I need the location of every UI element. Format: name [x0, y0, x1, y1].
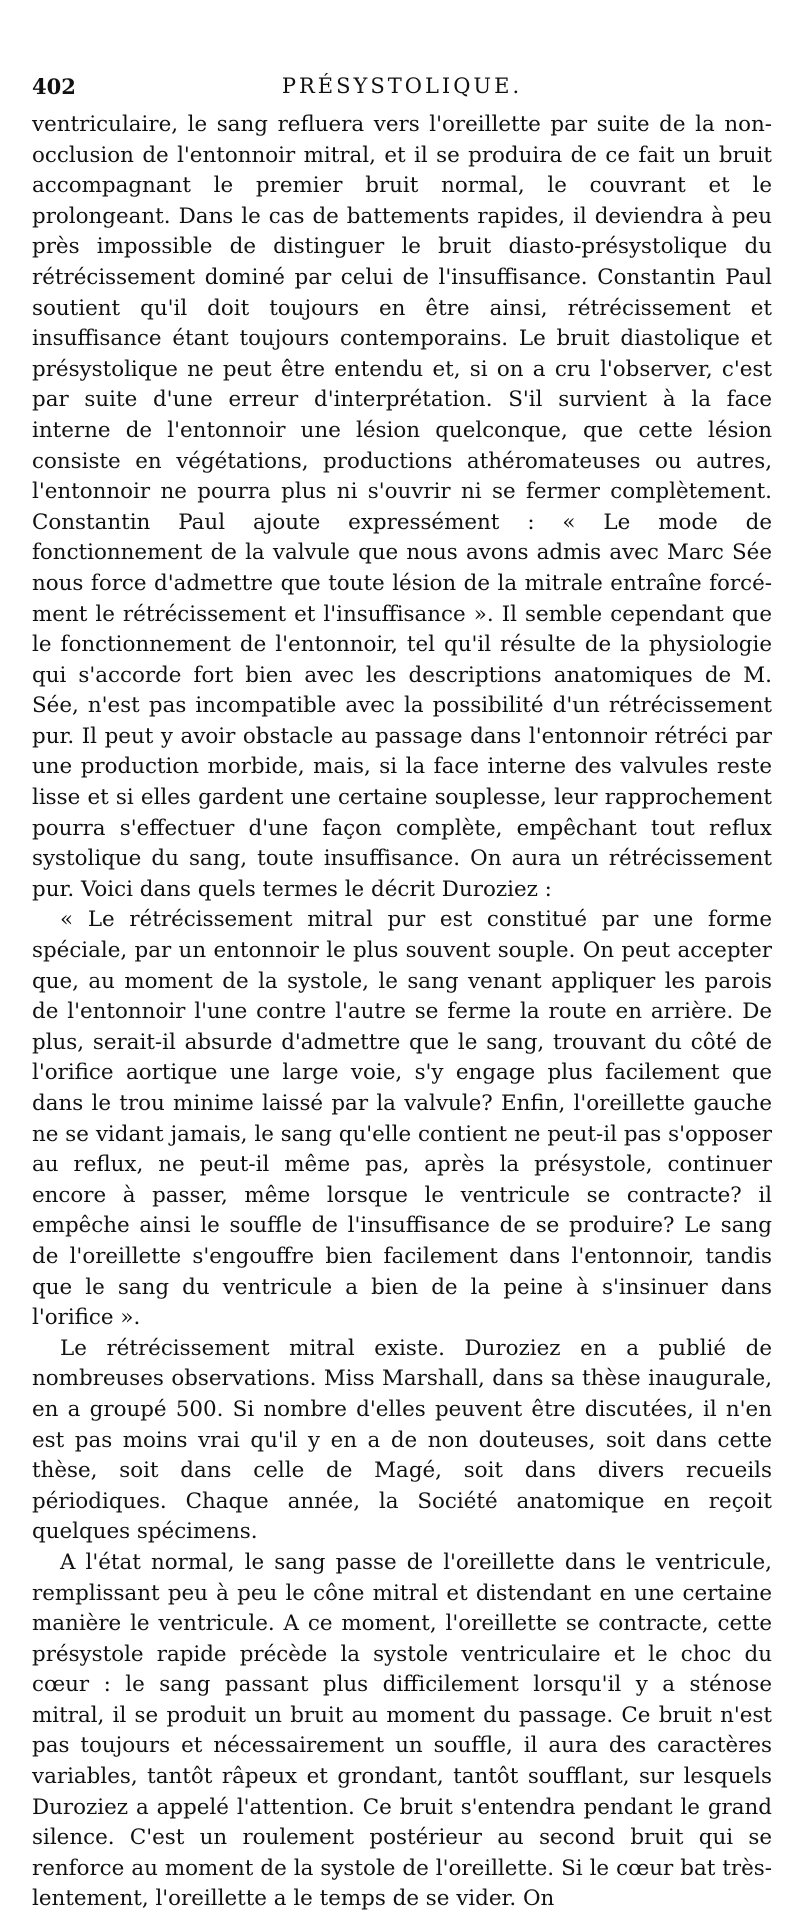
running-title: PRÉSYSTOLIQUE.: [281, 74, 523, 98]
page-number: 402: [32, 74, 76, 99]
paragraph-quote-duroziez: « Le rétrécissement mitral pur est constitué par une forme spéciale, par un entonnoir le plus souvent souple. On peut accepter que, au moment de la systole, le sang venant appliquer les parois de l'entonnoir l'une contre l'autre se ferme la route en arrière. De plus, serait-il absurde d'admettre que le sang, trouvant du côté de l'orifice aortique une large voie, s'y engage plus facilement que dans le trou minime laissé par la valvule? Enfin, l'oreillette gauche ne se vidant jamais, le sang qu'elle contient ne peut-il pas s'opposer au reflux, ne peut-il même pas, après la présystole, continuer encore à passer, même lorsque le ventricule se contracte? il empêche ainsi le souffle de l'insuffisance de se produire? Le sang de l'oreillette s'engouffre bien facilement dans l'entonnoir, tandis que le sang du ventricule a bien de la peine à s'insinuer dans l'orifice ».: [32, 907, 772, 1331]
paragraph-3: Le rétrécissement mitral existe. Duroziez en a publié de nombreuses observations. Miss Marshall, dans sa thèse inaugurale, en a groupé 500. Si nombre d'elles peuvent être discutées, il n'en est pas moins vrai qu'il y en a de non douteuses, soit dans cette thèse, soit dans celle de Magé, soit dans divers recueils périodiques. Chaque année, la Société anatomique en reçoit quelques spécimens.: [32, 1335, 772, 1545]
paragraph-1: ventriculaire, le sang refluera vers l'oreillette par suite de la non-occlusion de l'entonnoir mitral, et il se produira de ce fait un bruit accompagnant le premier bruit normal, le couvrant et le prolongeant. Dans le cas de battements rapides, il deviendra à peu près impossible de distinguer le bruit diasto-présystolique du rétrécissement dominé par celui de l'insuffisance. Constantin Paul soutient qu'il doit toujours en être ainsi, rétrécissement et insuffisance étant toujours contemporains. Le bruit diastolique et présystolique ne peut être entendu et, si on a cru l'observer, c'est par suite d'une erreur d'interprétation. S'il survient à la face interne de l'entonnoir une lésion quelconque, que cette lésion consiste en végétations, productions athéromateuses ou autres, l'entonnoir ne pourra plus ni s'ouvrir ni se fermer complètement. Constantin Paul ajoute expressément : « Le mode de fonctionnement de la valvule que nous avons admis avec Marc Sée nous force d'admettre que toute lésion de la mitrale entraîne forcément le rétrécissement et l'insuffisance ». Il semble cependant que le fonctionnement de l'entonnoir, tel qu'il résulte de la physiologie qui s'accorde fort bien avec les descriptions anatomiques de M. Sée, n'est pas incompatible avec la possibilité d'un rétrécissement pur. Il peut y avoir obstacle au passage dans l'entonnoir rétréci par une production morbide, mais, si la face interne des valvules reste lisse et si elles gardent une certaine souplesse, leur rapprochement pourra s'effectuer d'une façon complète, empêchant tout reflux systolique du sang, toute insuffisance. On aura un rétrécissement pur. Voici dans quels termes le décrit Duroziez :: [32, 112, 772, 902]
running-head: [32, 74, 772, 108]
paragraph-4: A l'état normal, le sang passe de l'oreillette dans le ventricule, remplissant peu à peu le cône mitral et distendant en une certaine manière le ventricule. A ce moment, l'oreillette se contracte, cette présystole rapide précède la systole ventriculaire et le choc du cœur : le sang passant plus difficilement lorsqu'il y a sténose mitral, il se produit un bruit au moment du passage. Ce bruit n'est pas toujours et nécessairement un souffle, il aura des caractères variables, tantôt râpeux et grondant, tantôt soufflant, sur lesquels Duroziez a appelé l'attention. Ce bruit s'entendra pendant le grand silence. C'est un roulement postérieur au second bruit qui se renforce au moment de la systole de l'oreillette. Si le cœur bat très-lentement, l'oreillette a le temps de se vider. On: [32, 1549, 772, 1912]
body-text: [32, 110, 772, 1915]
